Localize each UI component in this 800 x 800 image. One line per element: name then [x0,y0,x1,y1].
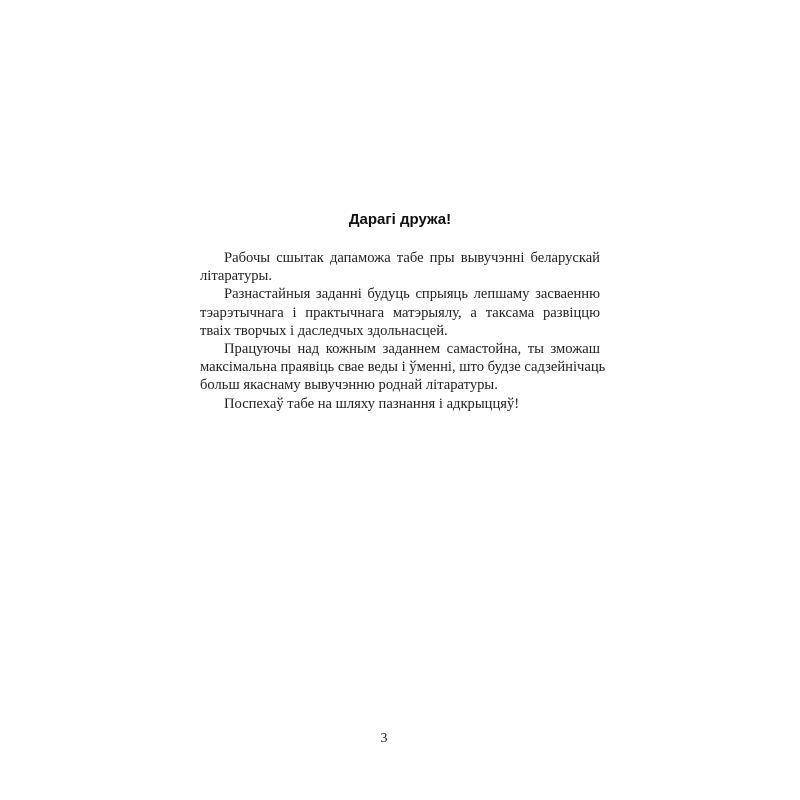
text-line: тваіх творчых і даследчых здольнасцей. [200,322,448,339]
text-line: Поспехаў табе на шляху пазнання і адкрыццяў! [224,395,520,412]
body-text [200,249,606,413]
text-line: максімальна праявіць свае веды і ўменні, што будзе садзейнічаць [200,359,606,376]
text-line: больш якаснаму вывучэнню роднай літаратуры. [200,377,498,394]
paragraph [200,285,600,340]
text-line: літаратуры. [200,268,272,285]
text-line: Разнастайныя заданні будуць спрыяць лепшаму засваенню [224,286,600,303]
paragraph [200,249,600,285]
text-line: тэарэтычнага і практычнага матэрыялу, а таксама развіццю [200,304,600,321]
paragraph [200,395,600,413]
page-title: Дарагі дружа! [348,211,452,228]
paragraph [200,340,606,395]
page-number: 3 [380,731,388,746]
text-line: Працуючы над кожным заданнем самастойна, ты зможаш [224,341,600,358]
text-line: Рабочы сшытак дапаможа табе пры вывучэнні беларускай [224,250,600,266]
